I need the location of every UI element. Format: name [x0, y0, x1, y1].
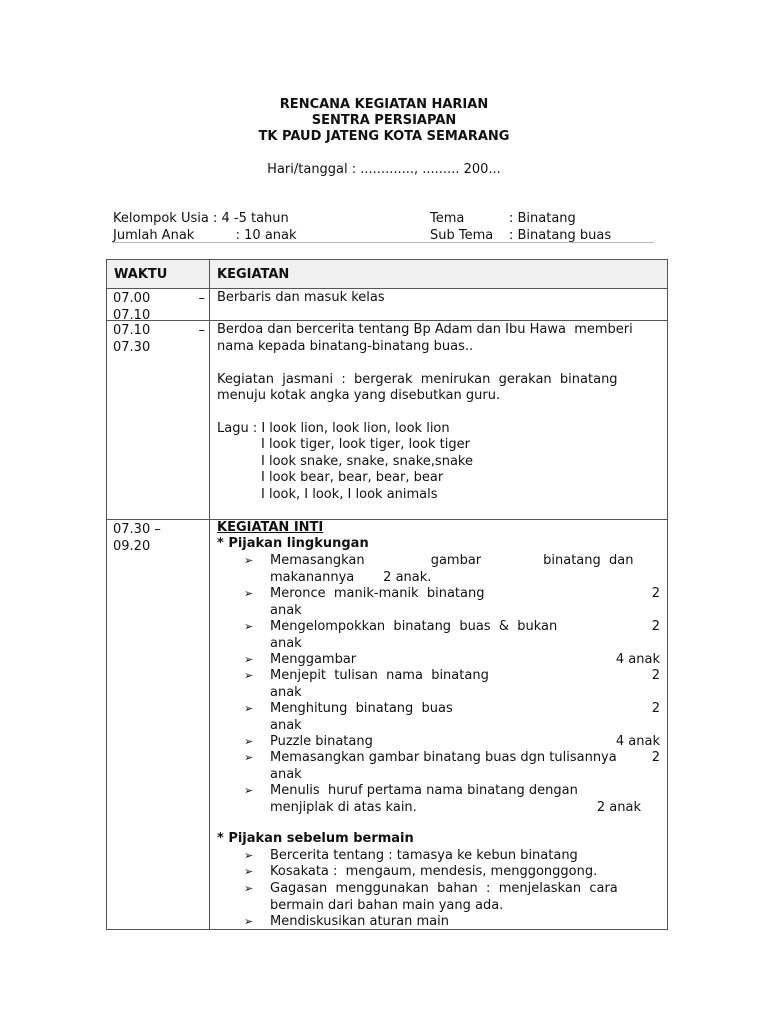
doc-title-line1: RENCANA KEGIATAN HARIAN	[279, 97, 489, 112]
list-item: Gagasan menggunakan bahan : menjelaskan cara	[270, 881, 618, 896]
row-divider	[107, 519, 667, 520]
date-line: Hari/tanggal : ............., ......... 200...	[267, 162, 501, 177]
subsection-heading: * Pijakan lingkungan	[217, 536, 369, 551]
time-cell	[113, 322, 205, 356]
group-size: 2	[651, 701, 660, 716]
activity-text: Berbaris dan masuk kelas	[217, 290, 385, 305]
list-item-cont: makanannya 2 anak.	[270, 569, 432, 585]
group-size: 2 anak	[596, 799, 641, 815]
time-cell	[113, 290, 205, 324]
time-start: 07.00	[113, 291, 151, 306]
arrow-bullet-icon: ➢	[244, 620, 254, 633]
time-end: 09.20	[113, 539, 151, 554]
activity-table	[106, 259, 668, 930]
group-size: 2	[651, 586, 660, 601]
doc-title-line3: TK PAUD JATENG KOTA SEMARANG	[258, 129, 510, 144]
arrow-bullet-icon: ➢	[244, 915, 254, 928]
group-size: 2	[651, 668, 660, 683]
group-size: 2	[651, 750, 660, 765]
arrow-bullet-icon: ➢	[244, 865, 254, 878]
activity-text: nama kepada binatang-binatang buas..	[217, 339, 474, 354]
theme-value: : Binatang	[509, 211, 576, 226]
list-item-cont: menjiplak di atas kain.	[270, 799, 417, 815]
list-item: Menghitung binatang buas	[270, 701, 453, 716]
group-size: 2	[651, 619, 660, 634]
arrow-bullet-icon: ➢	[244, 751, 254, 764]
arrow-bullet-icon: ➢	[244, 653, 254, 666]
list-item: Meronce manik-manik binatang	[270, 586, 485, 601]
header-waktu: WAKTU	[114, 267, 168, 282]
list-item: Menulis huruf pertama nama binatang dengan	[270, 783, 578, 798]
group-size: 4 anak	[615, 734, 660, 749]
row-divider	[107, 288, 667, 289]
list-item-cont: anak	[270, 684, 302, 700]
header-kegiatan: KEGIATAN	[217, 267, 290, 282]
arrow-bullet-icon: ➢	[244, 587, 254, 600]
list-item-cont: bermain dari bahan main yang ada.	[270, 897, 504, 913]
section-heading: KEGIATAN INTI	[217, 520, 324, 535]
list-item-cont: anak	[270, 717, 302, 733]
age-group: Kelompok Usia : 4 -5 tahun	[113, 211, 289, 226]
time-end: 07.30	[113, 340, 151, 355]
activity-text: Berdoa dan bercerita tentang Bp Adam dan Ibu Hawa memberi	[217, 322, 633, 337]
list-item: Mengelompokkan binatang buas & bukan	[270, 619, 558, 634]
song-line: Lagu : I look lion, look lion, look lion	[217, 421, 450, 436]
time-dash: –	[198, 323, 205, 338]
list-item: Mendiskusikan aturan main	[270, 914, 449, 929]
time-start: 07.10	[113, 323, 151, 338]
divider	[112, 242, 654, 243]
time-end: 07.10	[113, 308, 151, 323]
list-item-cont: anak	[270, 602, 302, 618]
arrow-bullet-icon: ➢	[244, 882, 254, 895]
time-cell	[113, 521, 205, 555]
song-line: I look snake, snake, snake,snake	[261, 454, 473, 469]
arrow-bullet-icon: ➢	[244, 735, 254, 748]
arrow-bullet-icon: ➢	[244, 702, 254, 715]
table-header	[107, 260, 667, 288]
activity-text: menuju kotak angka yang disebutkan guru.	[217, 388, 501, 403]
list-item: Menggambar	[270, 652, 357, 667]
arrow-bullet-icon: ➢	[244, 849, 254, 862]
arrow-bullet-icon: ➢	[244, 669, 254, 682]
list-item: Memasangkan gambar binatang buas dgn tulisannya	[270, 750, 617, 765]
theme-label: Tema	[430, 211, 465, 226]
column-divider	[209, 260, 210, 929]
list-item: Bercerita tentang : tamasya ke kebun binatang	[270, 848, 578, 863]
group-size: 4 anak	[615, 652, 660, 667]
list-item-cont: anak	[270, 635, 302, 651]
list-item: Puzzle binatang	[270, 734, 373, 749]
doc-title-line2: SENTRA PERSIAPAN	[311, 113, 457, 128]
arrow-bullet-icon: ➢	[244, 784, 254, 797]
song-line: I look bear, bear, bear, bear	[261, 470, 444, 485]
time-dash: –	[198, 291, 205, 306]
child-count: Jumlah Anak : 10 anak	[113, 228, 297, 243]
activity-text: Kegiatan jasmani : bergerak menirukan gerakan binatang	[217, 372, 618, 387]
list-item-cont: anak	[270, 766, 302, 782]
subtheme-value: : Binatang buas	[509, 228, 612, 243]
subsection-heading: * Pijakan sebelum bermain	[217, 831, 414, 846]
song-line: I look tiger, look tiger, look tiger	[261, 437, 470, 452]
list-item: Menjepit tulisan nama binatang	[270, 668, 489, 683]
list-item: Memasangkan gambar binatang dan	[270, 553, 634, 568]
list-item: Kosakata : mengaum, mendesis, menggonggong.	[270, 864, 598, 879]
subtheme-label: Sub Tema	[430, 228, 494, 243]
song-line: I look, I look, I look animals	[261, 487, 438, 502]
time-start: 07.30 –	[113, 522, 161, 537]
arrow-bullet-icon: ➢	[244, 554, 254, 567]
